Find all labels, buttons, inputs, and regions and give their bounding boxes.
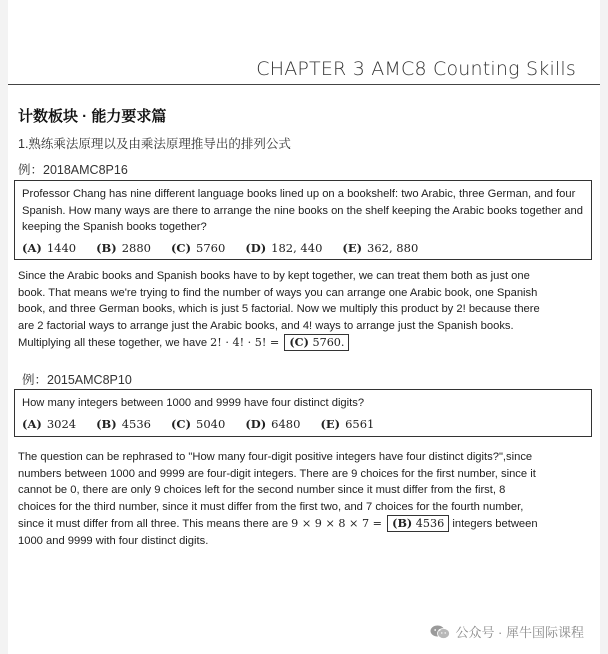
document-page	[8, 0, 600, 654]
choice-c: (C) 5040	[170, 416, 226, 431]
solution-final-line: Multiplying all these together, we have 2! · 4! · 5! = (C) 5760.	[18, 334, 588, 352]
solution-final-line: since it must differ from all three. This means there are 9 × 9 × 8 × 7 = (B) 4536 integers between	[18, 516, 538, 531]
watermark-text: 公众号 · 犀牛国际课程	[455, 625, 584, 640]
example-2-label: 例：2015AMC8P10	[22, 373, 132, 387]
choice-d: (D) 182, 440	[245, 240, 323, 255]
example-1-label: 例：2018AMC8P16	[18, 163, 128, 177]
example-1-problem-text: Professor Chang has nine different language books lined up on a bookshelf: two Arabic, three German, and four Spanish. How many ways are there to arrange the nine books on the shelf keeping the Arabic books together and keeping the Spanish books together?	[22, 188, 583, 233]
example-1-solution	[18, 268, 588, 352]
solution-line: numbers between 1000 and 9999 are four-digit integers. There are 9 choices for the first number, since it	[18, 467, 536, 480]
answer-box: (B) 4536	[387, 515, 449, 532]
watermark	[430, 622, 584, 641]
solution-line: book, and three German books, which is just 5 factorial. Now we multiply this product by 2! because there	[18, 303, 540, 316]
example-1-choices	[22, 240, 584, 257]
solution-line: 1000 and 9999 with four distinct digits.	[18, 534, 209, 547]
solution-expression: 9 × 9 × 8 × 7 =	[291, 517, 383, 531]
example-2-solution	[18, 449, 588, 550]
solution-line: are 2 factorial ways to arrange just the Arabic books, and 4! ways to arrange just the Spanish books.	[18, 319, 514, 332]
section-title: 计数板块 · 能力要求篇	[18, 108, 167, 125]
choice-e: (E) 362, 880	[342, 240, 419, 255]
chapter-heading: CHAPTER 3 AMC8 Counting Skills	[256, 58, 576, 80]
solution-line: Since the Arabic books and Spanish books have to by kept together, we can treat them both as just one	[18, 270, 530, 282]
choice-c: (C) 5760	[170, 240, 226, 255]
solution-expression: 2! · 4! · 5! =	[210, 336, 280, 350]
choice-b: (B) 2880	[96, 240, 151, 255]
choice-a: (A) 3024	[22, 416, 77, 431]
solution-line: cannot be 0, there are only 9 choices left for the second number since it must differ from the first, 8	[18, 484, 506, 497]
choice-d: (D) 6480	[245, 416, 301, 431]
heading-rule	[8, 84, 600, 85]
choice-a: (A) 1440	[22, 240, 77, 255]
choice-b: (B) 4536	[96, 416, 151, 431]
choice-e: (E) 6561	[320, 416, 375, 431]
example-2-problem-box	[14, 389, 592, 437]
solution-line: The question can be rephrased to "How many four-digit positive integers have four distinct digits?",since	[18, 451, 533, 463]
section-subtitle: 1.熟练乘法原理以及由乘法原理推导出的排列公式	[18, 137, 291, 151]
answer-box: (C) 5760.	[284, 334, 349, 351]
solution-line: book. That means we're trying to find the number of ways you can arrange one Arabic book, one Spanish	[18, 286, 538, 299]
solution-line: choices for the third number, since it must differ from the first two, and 7 choices for the fourth number,	[18, 500, 524, 513]
wechat-icon	[430, 625, 450, 639]
example-2-choices	[22, 416, 584, 433]
example-2-problem-text: How many integers between 1000 and 9999 have four distinct digits?	[22, 397, 365, 409]
example-1-problem-box	[14, 180, 592, 260]
